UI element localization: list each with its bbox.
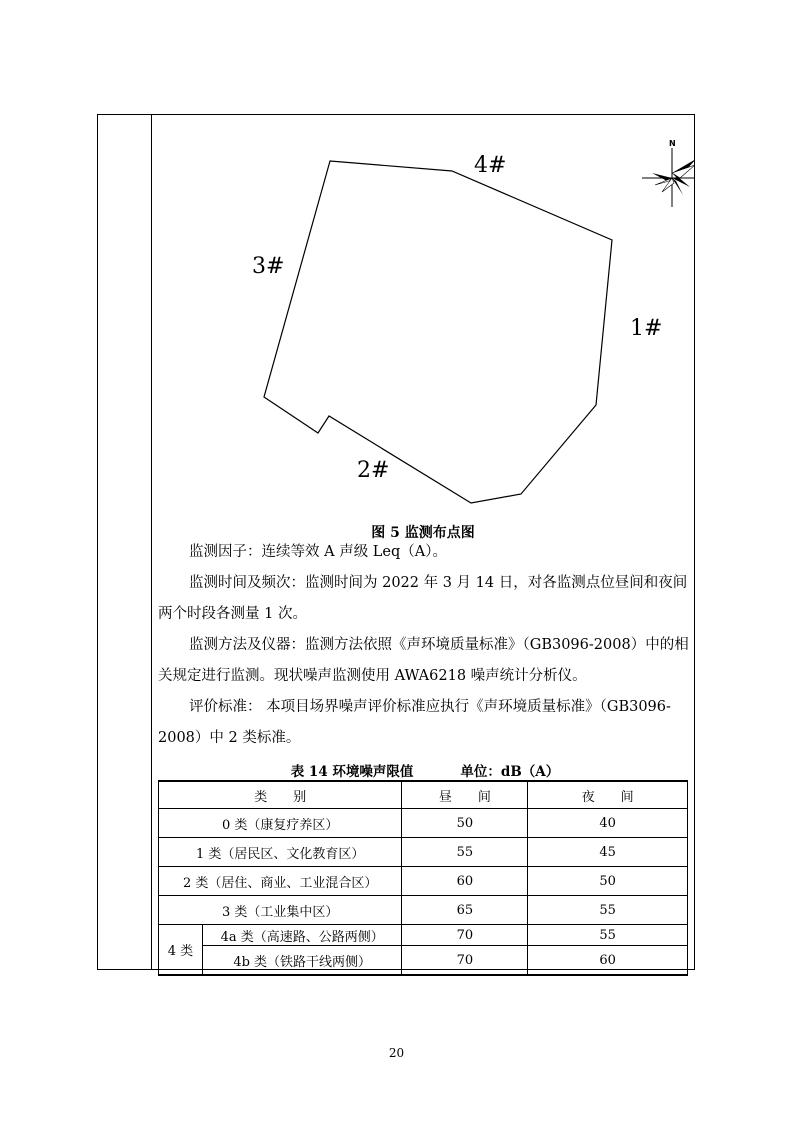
row-day: 60 <box>402 867 528 896</box>
noise-limit-table <box>158 780 688 976</box>
row-day: 65 <box>402 896 528 925</box>
row-day: 50 <box>402 809 528 838</box>
table-row <box>159 809 688 838</box>
header-day: 昼 间 <box>402 781 528 809</box>
row-day: 70 <box>402 946 528 976</box>
table-row <box>159 867 688 896</box>
figure-caption: 图 5 监测布点图 <box>371 525 475 541</box>
row-night: 55 <box>528 896 688 925</box>
row-night: 40 <box>528 809 688 838</box>
group-category: 4 类 <box>159 925 203 976</box>
row-category: 1 类（居民区、文化教育区） <box>159 838 402 867</box>
row-day: 70 <box>402 925 528 946</box>
table-title <box>158 760 692 780</box>
table-row <box>159 896 688 925</box>
row-category: 4b 类（铁路干线两侧） <box>202 946 402 976</box>
row-night: 60 <box>528 946 688 976</box>
row-day: 55 <box>402 838 528 867</box>
paragraph-factor: 监测因子：连续等效 A 声级 Leq（A）。 <box>189 544 448 560</box>
table-title-text: 表 14 环境噪声限值 <box>290 764 414 780</box>
table-row <box>159 925 688 946</box>
row-category: 2 类（居住、商业、工业混合区） <box>159 867 402 896</box>
row-night: 45 <box>528 838 688 867</box>
table-header-row <box>159 781 688 809</box>
paragraph-method: 监测方法及仪器：监测方法依照《声环境质量标准》（GB3096-2008）中的相关规定进行监测。现状噪声监测使用 AWA6218 噪声统计分析仪。 <box>158 637 689 684</box>
paragraph-standard: 评价标准： 本项目场界噪声评价标准应执行《声环境质量标准》（GB3096-2008）中 2 类标准。 <box>158 699 671 746</box>
point-label-3: 3# <box>252 254 285 279</box>
row-night: 50 <box>528 867 688 896</box>
point-label-1: 1# <box>630 316 663 341</box>
row-night: 55 <box>528 925 688 946</box>
table-row <box>159 838 688 867</box>
point-label-2: 2# <box>357 458 390 483</box>
point-label-4: 4# <box>474 153 507 178</box>
north-label: N <box>669 139 676 148</box>
header-category: 类 别 <box>159 781 402 809</box>
header-night: 夜 间 <box>528 781 688 809</box>
north-arrow-icon <box>642 139 694 207</box>
site-boundary <box>264 161 612 503</box>
page-number: 20 <box>388 1046 405 1060</box>
table-row <box>159 946 688 976</box>
table-unit: 单位：dB（A） <box>460 764 560 780</box>
row-category: 3 类（工业集中区） <box>159 896 402 925</box>
row-category: 4a 类（高速路、公路两侧） <box>202 925 402 946</box>
monitoring-map <box>152 115 694 525</box>
row-category: 0 类（康复疗养区） <box>159 809 402 838</box>
paragraph-time: 监测时间及频次：监测时间为 2022 年 3 月 14 日，对各监测点位昼间和夜间两个时段各测量 1 次。 <box>158 575 688 622</box>
